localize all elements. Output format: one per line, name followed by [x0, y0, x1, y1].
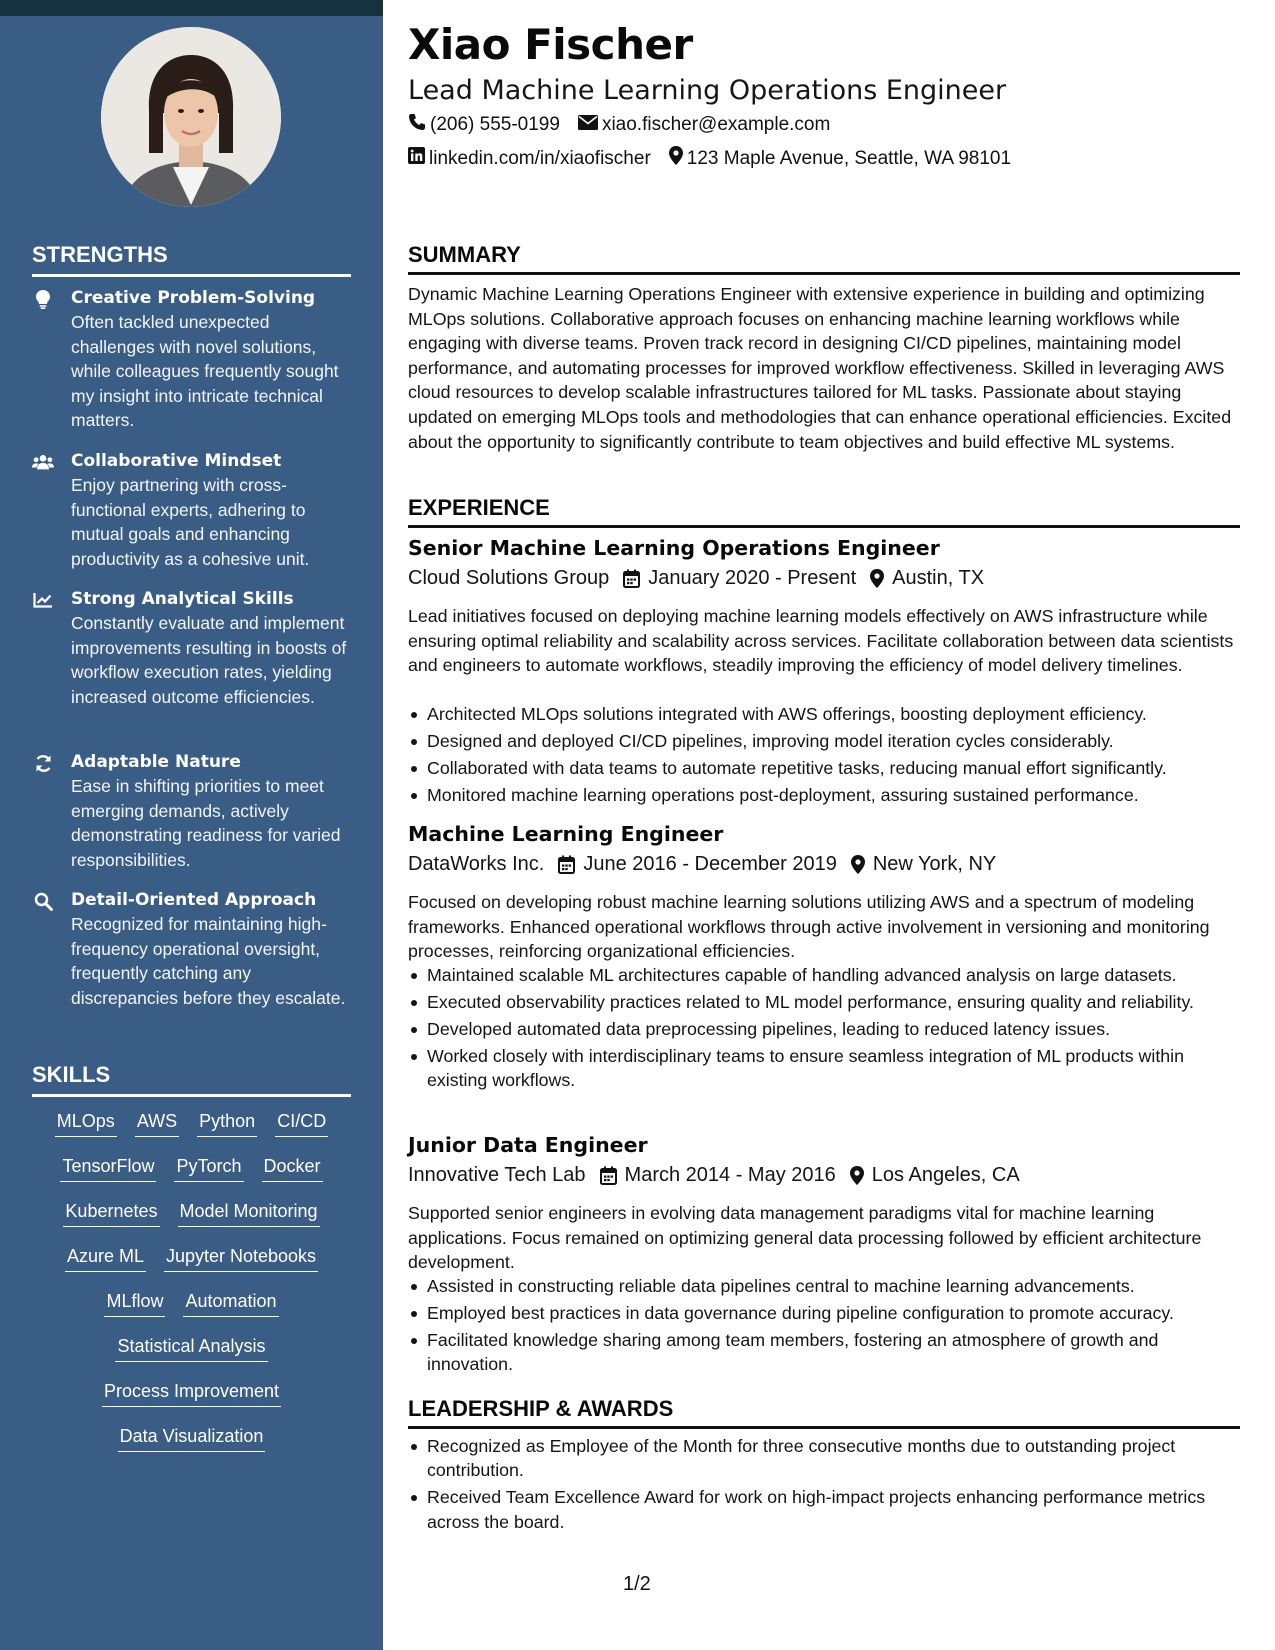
map-pin-icon: [850, 1166, 864, 1185]
candidate-title: Lead Machine Learning Operations Engineer: [408, 75, 1007, 106]
strength-item: [32, 286, 352, 433]
job-description: Focused on developing robust machine learning solutions utilizing AWS and a spectrum of modeling frameworks. Enhanced operational workflows through active involvement in versioning and monitoring processes, reinforcing organizational efficiencies.: [408, 892, 1210, 962]
strength-title: Detail-Oriented Approach: [71, 890, 317, 910]
calendar-icon: [600, 1166, 617, 1185]
skill-tag: Process Improvement: [102, 1378, 281, 1407]
job-bullets: [408, 702, 1240, 810]
strength-description: Enjoy partnering with cross-functional experts, adhering to mutual goals and enhancing productivity as a cohesive unit.: [71, 475, 310, 569]
job-description: Lead initiatives focused on deploying machine learning models effectively on AWS infrastructure while ensuring optimal reliability and scalability across services. Facilitate collaboration between data scientists and engineers to automate workflows, steadily improving the efficiency of model delivery timelines.: [408, 606, 1234, 676]
skill-tag: Automation: [183, 1288, 278, 1317]
job-meta: [408, 853, 996, 876]
list-item: Architected MLOps solutions integrated with AWS offerings, boosting deployment efficiency.: [408, 702, 1240, 726]
strength-item: [32, 449, 352, 571]
summary-text: Dynamic Machine Learning Operations Engineer with extensive experience in building and optimizing MLOps solutions. Collaborative approach focuses on enhancing machine learning workflows while engaging with diverse teams. Proven track record in designing CI/CD pipelines, maintaining model performance, and automating processes for improved workflow effectiveness. Skilled in leveraging AWS cloud resources to develop scalable infrastructures tailored for ML tasks. Passionate about staying updated on emerging MLOps tools and methodologies that can enhance operational efficiencies. Excited about the opportunity to significantly contribute to team objectives and build effective ML systems.: [408, 284, 1232, 452]
summary-heading: SUMMARY: [408, 242, 1240, 275]
strength-description: Often tackled unexpected challenges with novel solutions, while colleagues frequently sought my insight into intricate technical matters.: [71, 312, 339, 430]
skill-tag: Data Visualization: [118, 1423, 266, 1452]
map-pin-icon: [851, 855, 865, 874]
strength-item: [32, 750, 352, 872]
strength-item: [32, 587, 352, 709]
list-item: Collaborated with data teams to automate repetitive tasks, reducing manual effort significantly.: [408, 756, 1240, 780]
phone-icon: [408, 113, 426, 137]
strength-item: [32, 888, 352, 1010]
address-contact: [669, 146, 1011, 171]
strength-title: Strong Analytical Skills: [71, 589, 294, 609]
skill-tag: Docker: [262, 1153, 323, 1182]
candidate-name: Xiao Fischer: [408, 20, 693, 69]
users-icon: [32, 452, 54, 472]
page-number: 1/2: [623, 1573, 651, 1595]
job-bullets: [408, 963, 1240, 1095]
list-item: Worked closely with interdisciplinary teams to ensure seamless integration of ML products within existing workflows.: [408, 1044, 1240, 1093]
map-pin-icon: [870, 569, 884, 588]
company-name: Innovative Tech Lab: [408, 1164, 586, 1186]
skill-tag: Azure ML: [65, 1243, 146, 1272]
contact-row: [408, 113, 830, 137]
job-location: Austin, TX: [892, 567, 985, 589]
skill-tag: MLflow: [104, 1288, 165, 1317]
job-dates: March 2014 - May 2016: [624, 1164, 836, 1186]
linkedin-text: linkedin.com/in/xiaofischer: [429, 147, 651, 169]
job-dates: June 2016 - December 2019: [583, 853, 837, 875]
lightbulb-icon: [32, 289, 54, 309]
skill-tag: TensorFlow: [60, 1153, 156, 1182]
job-meta: [408, 567, 984, 590]
list-item: Developed automated data preprocessing pipelines, leading to reduced latency issues.: [408, 1017, 1240, 1041]
job-title: Junior Data Engineer: [408, 1133, 648, 1157]
strength-title: Creative Problem-Solving: [71, 288, 316, 308]
linkedin-icon: [408, 147, 425, 170]
skill-tag: AWS: [135, 1108, 179, 1137]
job-dates: January 2020 - Present: [648, 567, 857, 589]
company-name: Cloud Solutions Group: [408, 567, 610, 589]
list-item: Received Team Excellence Award for work on high-impact projects enhancing performance metrics across the board.: [408, 1485, 1240, 1534]
phone-text: (206) 555-0199: [430, 114, 560, 135]
skills-heading: SKILLS: [32, 1062, 351, 1097]
skill-tag: Kubernetes: [63, 1198, 159, 1227]
chart-line-icon: [32, 590, 54, 610]
skill-tag: MLOps: [55, 1108, 117, 1137]
list-item: Recognized as Employee of the Month for three consecutive months due to outstanding project contribution.: [408, 1434, 1240, 1483]
company-name: DataWorks Inc.: [408, 853, 545, 875]
list-item: Maintained scalable ML architectures capable of handling advanced analysis on large datasets.: [408, 963, 1240, 987]
strength-description: Ease in shifting priorities to meet emerging demands, actively demonstrating readiness for varied responsibilities.: [71, 776, 341, 870]
map-pin-icon: [669, 146, 683, 171]
address-text: 123 Maple Avenue, Seattle, WA 98101: [686, 147, 1012, 169]
linkedin-contact[interactable]: [408, 146, 651, 171]
envelope-icon: [578, 114, 598, 136]
list-item: Facilitated knowledge sharing among team members, fostering an atmosphere of growth and innovation.: [408, 1328, 1240, 1377]
skill-tag: Model Monitoring: [178, 1198, 320, 1227]
job-title: Machine Learning Engineer: [408, 822, 724, 846]
contact-row: [408, 146, 1011, 171]
list-item: Assisted in constructing reliable data pipelines central to machine learning advancements.: [408, 1274, 1240, 1298]
calendar-icon: [623, 569, 640, 588]
strength-title: Adaptable Nature: [71, 752, 241, 772]
job-bullets: [408, 1274, 1240, 1379]
skill-tag: Jupyter Notebooks: [164, 1243, 318, 1272]
list-item: Executed observability practices related to ML model performance, ensuring quality and reliability.: [408, 990, 1240, 1014]
skill-tag: Statistical Analysis: [115, 1333, 267, 1362]
leadership-bullets: [408, 1434, 1240, 1537]
skill-tag: Python: [197, 1108, 257, 1137]
strength-description: Recognized for maintaining high-frequency operational oversight, frequently catching any discrepancies before they escalate.: [71, 914, 346, 1008]
experience-heading: EXPERIENCE: [408, 495, 1240, 528]
skills-list: [32, 1108, 351, 1468]
profile-photo: [101, 27, 281, 207]
skill-tag: PyTorch: [174, 1153, 243, 1182]
list-item: Designed and deployed CI/CD pipelines, improving model iteration cycles considerably.: [408, 729, 1240, 753]
calendar-icon: [558, 855, 575, 874]
phone-contact[interactable]: [408, 113, 560, 137]
skill-tag: CI/CD: [275, 1108, 328, 1137]
email-text: xiao.fischer@example.com: [601, 114, 831, 135]
sidebar: [0, 0, 383, 1650]
refresh-icon: [32, 753, 54, 773]
list-item: Employed best practices in data governance during pipeline configuration to promote accuracy.: [408, 1301, 1240, 1325]
leadership-heading: LEADERSHIP & AWARDS: [408, 1396, 1240, 1429]
job-location: Los Angeles, CA: [871, 1164, 1020, 1186]
email-contact[interactable]: [578, 113, 830, 137]
job-location: New York, NY: [872, 853, 997, 875]
strengths-heading: STRENGTHS: [32, 242, 351, 277]
sidebar-top-strip: [0, 0, 383, 16]
strength-description: Constantly evaluate and implement improvements resulting in boosts of workflow execution rates, yielding increased outcome efficiencies.: [71, 613, 347, 707]
list-item: Monitored machine learning operations post-deployment, assuring sustained performance.: [408, 783, 1240, 807]
strength-title: Collaborative Mindset: [71, 451, 282, 471]
job-description: Supported senior engineers in evolving data management paradigms vital for machine learning applications. Focus remained on optimizing general data processing followed by efficient architecture development.: [408, 1203, 1202, 1273]
search-icon: [32, 891, 54, 911]
job-meta: [408, 1164, 1020, 1187]
job-title: Senior Machine Learning Operations Engineer: [408, 536, 940, 560]
